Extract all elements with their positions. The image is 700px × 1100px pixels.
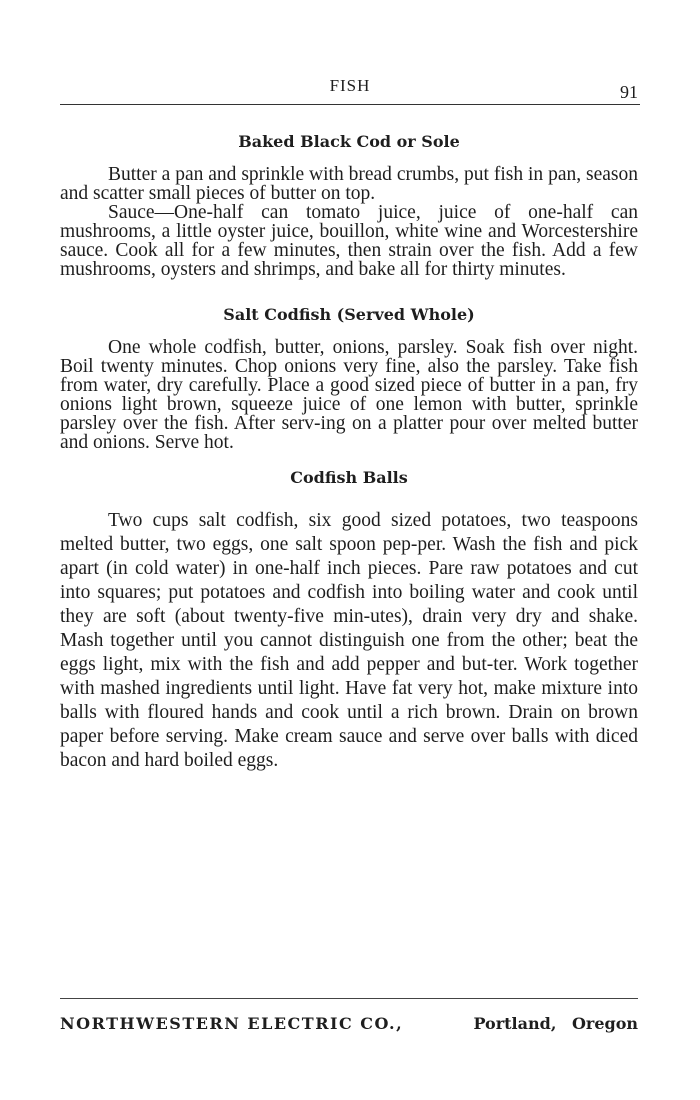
footer-location: Portland, Oregon	[473, 1014, 638, 1033]
recipe-title: Codfish Balls	[290, 468, 408, 487]
page-number: 91	[620, 82, 638, 102]
recipe-paragraph: Two cups salt codfish, six good sized potatoes, two teaspoons melted butter, two eggs, one salt spoon pep-per. Wash the fish and pick apart (in cold water) in one-half inch pieces. Pare raw potatoes and cut into squares; put potatoes and codfish into boiling water and cook until they are soft (about twenty-five min-utes), drain very dry and shake. Mash together until you cannot distinguish one from the other; beat the eggs light, mix with the fish and add pepper and but-ter. Work together with mashed ingredients until light. Have fat very hot, make mixture into balls with floured hands and cook until a rich brown. Drain on brown paper before serving. Make cream sauce and serve over balls with diced bacon and hard boiled eggs.	[60, 510, 638, 771]
recipe-salt-codfish	[60, 305, 638, 452]
recipe-baked-black-cod	[60, 132, 638, 279]
recipe-codfish-balls	[60, 468, 638, 773]
recipe-paragraph: Sauce—One-half can tomato juice, juice of one-half can mushrooms, a little oyster juice, bouillon, white wine and Worcestershire sauce. Cook all for a few minutes, then strain over the fish. Add a few mushrooms, oysters and shrimps, and bake all for thirty minutes.	[60, 202, 638, 280]
page-body	[60, 126, 638, 773]
header-rule	[60, 104, 640, 105]
running-title: FISH	[329, 76, 371, 95]
page-footer	[60, 1014, 638, 1040]
recipe-paragraph: Butter a pan and sprinkle with bread crumbs, put fish in pan, season and scatter small pieces of butter on top.	[60, 164, 638, 204]
footer-rule	[60, 998, 638, 999]
footer-company: NORTHWESTERN ELECTRIC CO.,	[60, 1014, 404, 1033]
running-header	[60, 74, 640, 108]
recipe-title: Baked Black Cod or Sole	[238, 132, 460, 151]
recipe-paragraph: One whole codfish, butter, onions, parsley. Soak fish over night. Boil twenty minutes. Chop onions very fine, also the parsley. Take fish from water, dry carefully. Place a good sized piece of butter in a pan, fry onions light brown, squeeze juice of one lemon with butter, sprinkle parsley over the fish. After serv-ing on a platter pour over melted butter and onions. Serve hot.	[60, 337, 638, 453]
recipe-title: Salt Codfish (Served Whole)	[223, 305, 475, 324]
